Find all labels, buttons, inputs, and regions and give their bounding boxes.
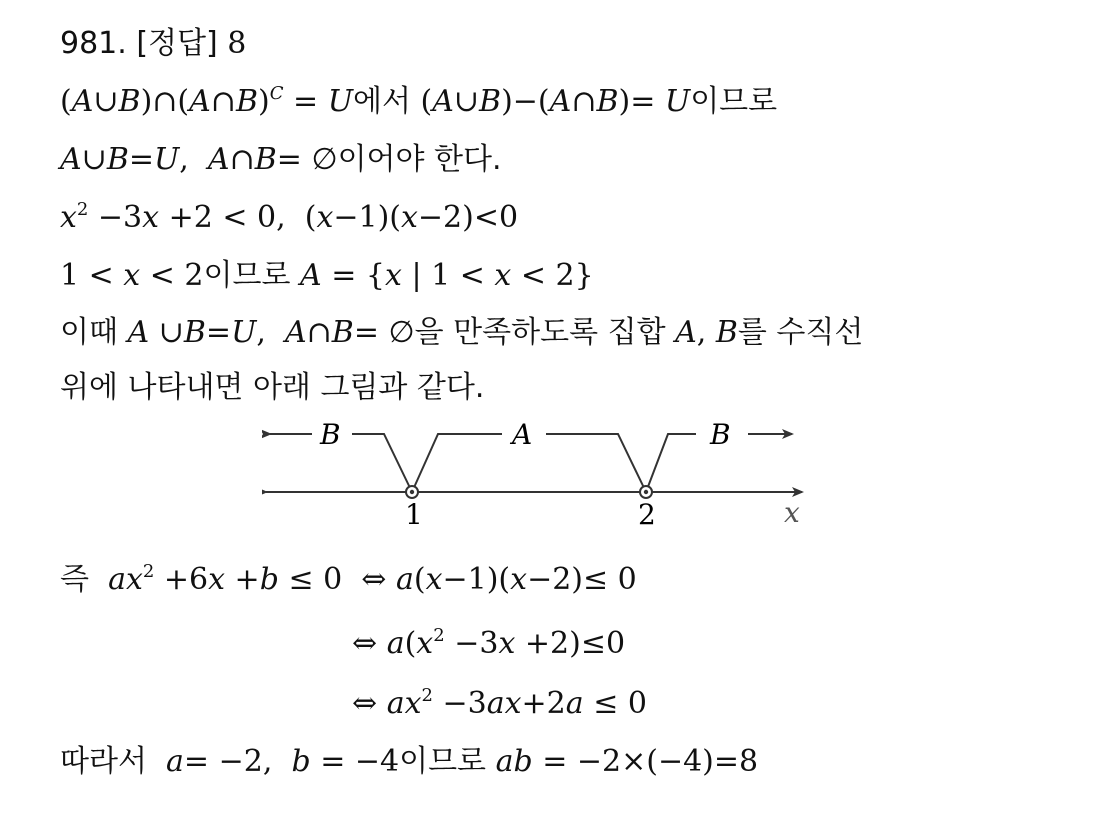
label-a: A xyxy=(512,418,533,451)
answer-value: 8 xyxy=(227,26,247,61)
math-expr: A = {x | 1 < x < 2} xyxy=(300,258,594,293)
korean-text: 에서 xyxy=(353,84,411,119)
solution-line-4 xyxy=(60,256,594,296)
math-expr: ab = −2×(−4)=8 xyxy=(495,744,759,779)
math-expr: (A∪B)∩(A∩B)$^C$ = U xyxy=(60,83,353,119)
math-expr: $x^2 -3x +2 < 0$, (x−1)(x−2)<0 xyxy=(60,199,519,235)
korean-text: 을 만족하도록 집합 xyxy=(414,315,666,350)
solution-line-5 xyxy=(60,313,863,353)
problem-number: 981. xyxy=(60,26,127,61)
solution-line-8 xyxy=(352,624,625,664)
region-a-right xyxy=(546,434,646,492)
tick-label-2: 2 xyxy=(638,498,656,530)
math-expr: $ax^2 +6x +b \le 0$ ⇔ a(x−1)(x−2)≤ 0 xyxy=(98,561,637,597)
korean-text: 를 수직선 xyxy=(737,315,864,350)
korean-text: 따라서 xyxy=(60,744,147,779)
math-expr: A ∪B=U, A∩B= ∅ xyxy=(127,315,415,350)
korean-text: 즉 xyxy=(60,562,89,597)
axis-variable: x xyxy=(784,496,800,529)
label-b-left: B xyxy=(320,418,341,451)
tick-label-1: 1 xyxy=(405,498,423,530)
solution-line-2 xyxy=(60,140,502,180)
region-b-left xyxy=(352,434,412,492)
solution-line-3 xyxy=(60,198,518,238)
answer-tag: [정답] xyxy=(136,26,218,61)
korean-text: 이므로 xyxy=(690,84,778,119)
solution-line-6 xyxy=(60,368,484,408)
math-expr: A∪B=U, A∩B= ∅ xyxy=(60,142,338,177)
solution-line-10 xyxy=(60,742,758,782)
korean-text: 이어야 한다. xyxy=(337,142,502,177)
math-expr: (A∪B)−(A∩B)= U xyxy=(420,84,691,119)
number-line-diagram xyxy=(262,418,807,530)
math-expr: ⇔ $a(x^2 -3x +2)\le 0$ xyxy=(352,625,626,661)
label-b-right: B xyxy=(710,418,731,451)
math-expr: a= −2, b = −4 xyxy=(156,744,400,779)
solution-line-1 xyxy=(60,82,777,122)
korean-text: 이므로 xyxy=(203,258,291,293)
math-expr: ⇔ $ax^2 -3ax+2a \le 0$ xyxy=(352,685,647,721)
korean-text: 위에 나타내면 아래 그림과 같다. xyxy=(60,370,485,405)
solution-line-9 xyxy=(352,684,647,724)
math-expr: A, B xyxy=(675,315,738,350)
region-b-right xyxy=(646,434,696,492)
region-a xyxy=(412,434,502,492)
problem-heading xyxy=(60,24,246,64)
korean-text: 이때 xyxy=(60,315,118,350)
solution-line-7 xyxy=(60,560,637,600)
math-expr: 1 < x < 2 xyxy=(60,258,204,293)
korean-text: 이므로 xyxy=(399,744,487,779)
